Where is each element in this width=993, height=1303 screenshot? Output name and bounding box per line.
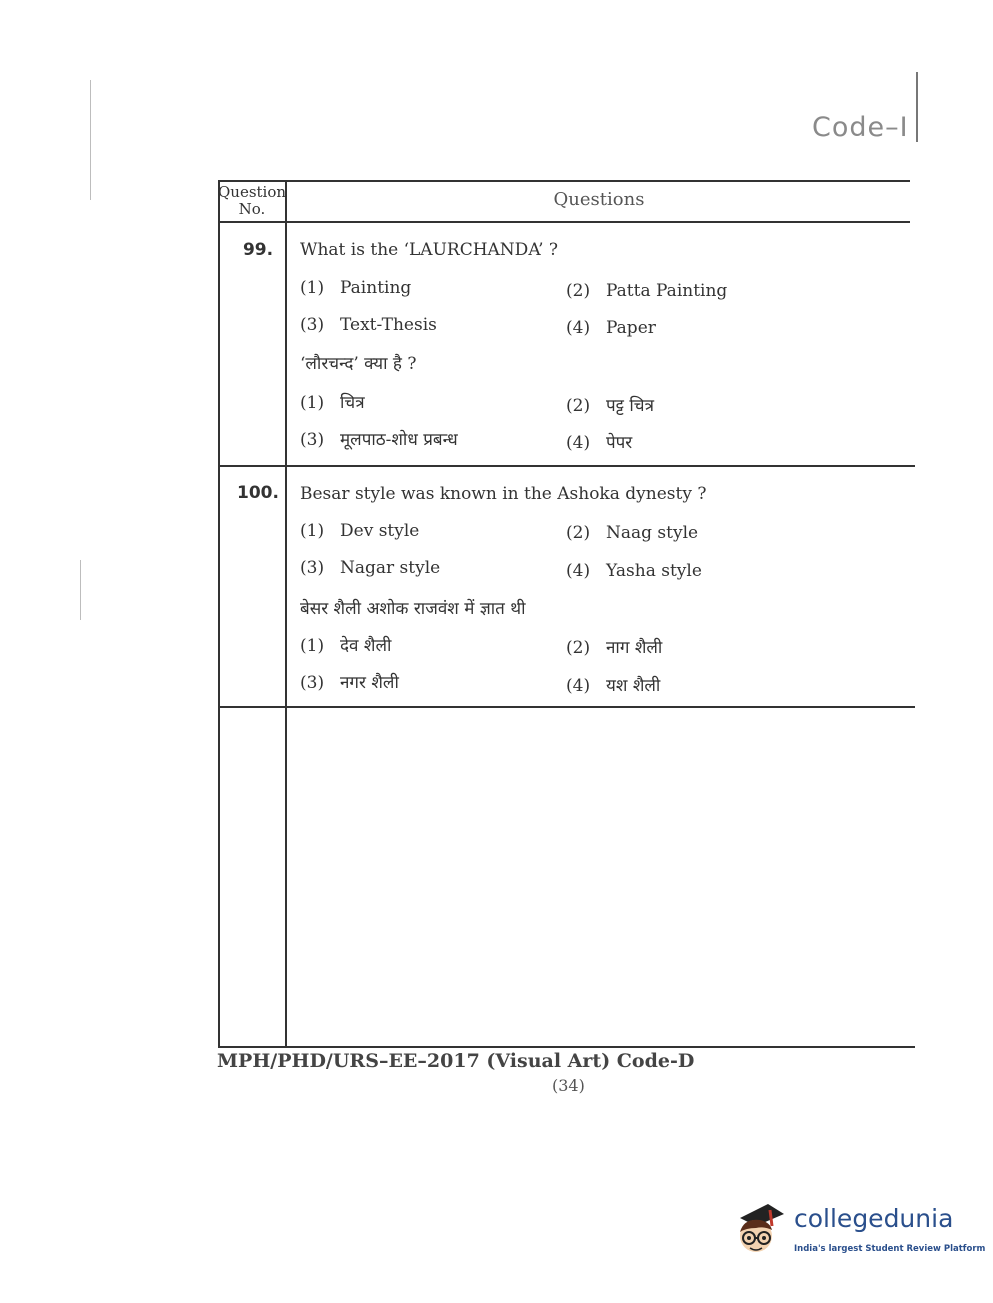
row-divider — [218, 706, 915, 708]
option-english: (4) Yasha style — [566, 561, 702, 581]
option-english: (3) Nagar style — [300, 558, 441, 578]
header-questions: Questions — [553, 189, 645, 210]
question-text-hindi: ‘लौरचन्द’ क्या है ? — [300, 354, 417, 374]
question-text-english: What is the ‘LAURCHANDA’ ? — [300, 240, 559, 260]
question-number: 100. — [237, 483, 279, 503]
option-english: (4) Paper — [566, 318, 656, 338]
option-hindi: (4) यश शैली — [566, 676, 661, 696]
scan-artifact — [90, 80, 91, 200]
header-question-no: Question No. — [218, 183, 287, 218]
logo-brand-text: collegedunia — [794, 1204, 954, 1233]
option-hindi: (2) नाग शैली — [566, 638, 663, 658]
option-english: (1) Dev style — [300, 521, 420, 541]
option-hindi: (3) नगर शैली — [300, 673, 399, 693]
option-hindi: (1) चित्र — [300, 393, 365, 413]
table-left-border — [218, 180, 220, 1046]
mascot-icon — [734, 1196, 792, 1258]
collegedunia-logo — [734, 1196, 986, 1266]
scan-artifact — [916, 72, 918, 142]
header-bottom-border — [218, 221, 910, 223]
row-divider — [218, 465, 915, 467]
option-hindi: (4) पेपर — [566, 433, 633, 453]
question-text-hindi: बेसर शैली अशोक राजवंश में ज्ञात थी — [300, 599, 526, 619]
option-english: (1) Painting — [300, 278, 412, 298]
page-number: (34) — [552, 1076, 585, 1095]
option-hindi: (1) देव शैली — [300, 636, 392, 656]
code-label: Code–I — [812, 112, 909, 143]
option-hindi: (2) पट्ट चित्र — [566, 396, 654, 416]
table-top-border — [218, 180, 910, 182]
question-number: 99. — [242, 240, 274, 260]
table-bottom-border — [218, 1046, 915, 1048]
logo-tagline: India's largest Student Review Platform — [794, 1244, 986, 1254]
option-english: (2) Naag style — [566, 523, 699, 543]
question-text-english: Besar style was known in the Ashoka dynesty ? — [300, 484, 707, 504]
exam-code-footer: MPH/PHD/URS–EE–2017 (Visual Art) Code-D — [217, 1050, 695, 1072]
option-hindi: (3) मूलपाठ-शोध प्रबन्ध — [300, 430, 458, 450]
question-table — [218, 180, 910, 1046]
scan-artifact — [80, 560, 81, 620]
option-english: (3) Text-Thesis — [300, 315, 437, 335]
option-english: (2) Patta Painting — [566, 281, 728, 301]
column-divider — [285, 180, 287, 1046]
